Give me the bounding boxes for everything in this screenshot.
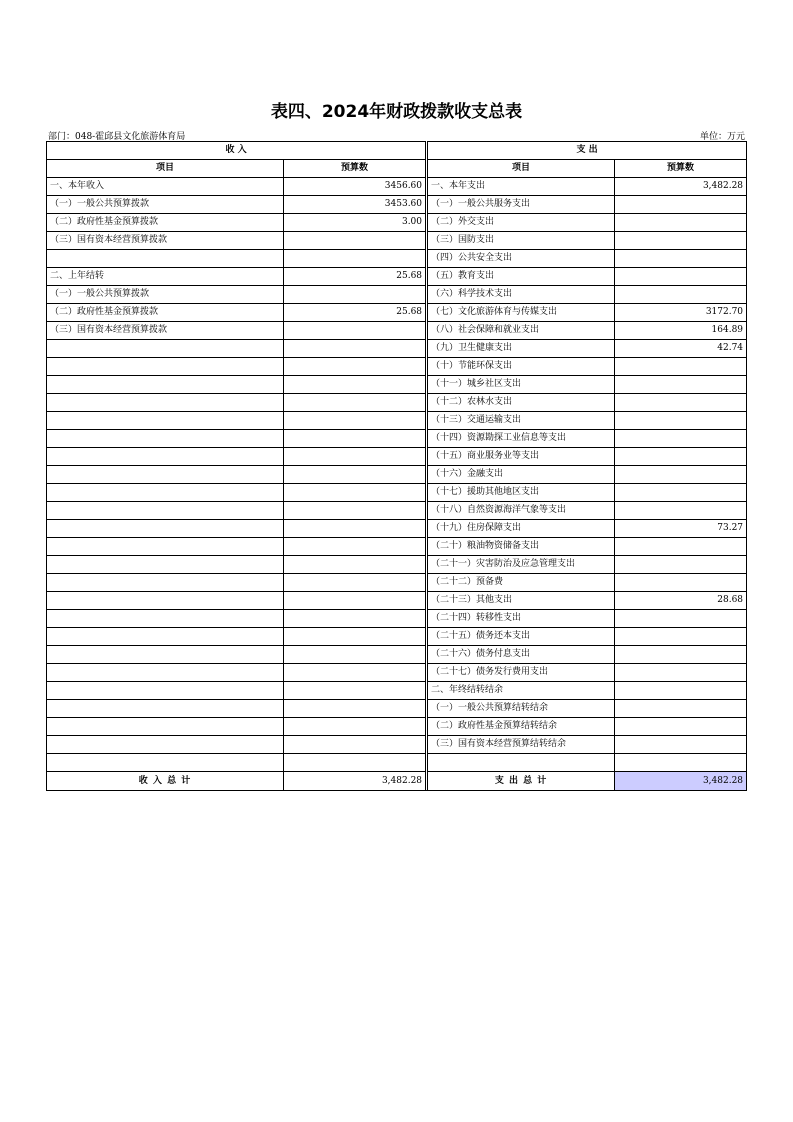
expense-value-cell [615, 664, 747, 682]
expense-value-cell [615, 412, 747, 430]
income-value-cell: 25.68 [284, 304, 426, 322]
column-header-row [47, 160, 747, 178]
income-budget-header: 预算数 [284, 160, 426, 178]
income-value-cell [284, 592, 426, 610]
expense-item-cell: （五）教育支出 [428, 268, 615, 286]
income-item-cell: 一、本年收入 [47, 178, 284, 196]
expense-value-cell: 164.89 [615, 322, 747, 340]
income-value-cell [284, 376, 426, 394]
group-header-row [47, 142, 747, 160]
expense-value-cell [615, 556, 747, 574]
income-item-cell: （一）一般公共预算拨款 [47, 286, 284, 304]
expense-item-cell: 二、年终结转结余 [428, 682, 615, 700]
expense-item-cell: （十八）自然资源海洋气象等支出 [428, 502, 615, 520]
expense-value-cell [615, 682, 747, 700]
expense-item-cell: （九）卫生健康支出 [428, 340, 615, 358]
income-value-cell [284, 394, 426, 412]
expense-value-cell [615, 250, 747, 268]
expense-item-cell: （二十二）预备费 [428, 574, 615, 592]
table-row [47, 700, 747, 718]
income-value-cell [284, 718, 426, 736]
expense-item-cell: （十六）金融支出 [428, 466, 615, 484]
income-value-cell [284, 322, 426, 340]
table-row [47, 664, 747, 682]
income-value-cell [284, 556, 426, 574]
table-row [47, 502, 747, 520]
income-value-cell [284, 574, 426, 592]
expense-item-cell: （二十）粮油物资储备支出 [428, 538, 615, 556]
table-row [47, 430, 747, 448]
table-row [47, 340, 747, 358]
income-item-cell [47, 520, 284, 538]
table-row [47, 322, 747, 340]
table-row [47, 484, 747, 502]
income-item-cell [47, 412, 284, 430]
expense-item-cell: （二十一）灾害防治及应急管理支出 [428, 556, 615, 574]
table-row [47, 682, 747, 700]
income-item-header: 项目 [47, 160, 284, 178]
income-total-value: 3,482.28 [284, 772, 426, 791]
expense-item-cell: （二）政府性基金预算结转结余 [428, 718, 615, 736]
income-value-cell [284, 286, 426, 304]
income-value-cell [284, 232, 426, 250]
expense-value-cell [615, 376, 747, 394]
income-value-cell [284, 664, 426, 682]
table-row [47, 646, 747, 664]
expense-item-cell: （三）国防支出 [428, 232, 615, 250]
table-row [47, 538, 747, 556]
expense-item-cell: （七）文化旅游体育与传媒支出 [428, 304, 615, 322]
expense-value-cell [615, 700, 747, 718]
income-item-cell [47, 628, 284, 646]
expense-item-cell [428, 754, 615, 772]
expense-budget-header: 预算数 [615, 160, 747, 178]
income-item-cell: （三）国有资本经营预算拨款 [47, 322, 284, 340]
income-item-cell [47, 574, 284, 592]
table-row [47, 358, 747, 376]
table-row [47, 628, 747, 646]
income-item-cell [47, 394, 284, 412]
income-value-cell [284, 358, 426, 376]
income-value-cell: 3453.60 [284, 196, 426, 214]
income-item-cell: （二）政府性基金预算拨款 [47, 214, 284, 232]
table-row [47, 556, 747, 574]
expense-value-cell [615, 214, 747, 232]
expense-item-cell: （十七）援助其他地区支出 [428, 484, 615, 502]
income-item-cell [47, 430, 284, 448]
expense-value-cell [615, 628, 747, 646]
table-row [47, 412, 747, 430]
table-row [47, 610, 747, 628]
expense-value-cell [615, 358, 747, 376]
expense-group-header: 支 出 [428, 142, 747, 160]
expense-value-cell [615, 718, 747, 736]
expense-item-cell: （十）节能环保支出 [428, 358, 615, 376]
table-row [47, 286, 747, 304]
income-item-cell [47, 502, 284, 520]
expense-value-cell [615, 538, 747, 556]
income-item-cell [47, 664, 284, 682]
expense-total-label: 支 出 总 计 [428, 772, 615, 791]
expense-value-cell: 3172.70 [615, 304, 747, 322]
expense-value-cell: 28.68 [615, 592, 747, 610]
expense-value-cell: 42.74 [615, 340, 747, 358]
income-value-cell [284, 520, 426, 538]
expense-value-cell [615, 646, 747, 664]
income-item-cell: 二、上年结转 [47, 268, 284, 286]
income-item-cell [47, 448, 284, 466]
table-row [47, 574, 747, 592]
budget-summary-table [46, 141, 747, 791]
table-row [47, 592, 747, 610]
income-item-cell: （一）一般公共预算拨款 [47, 196, 284, 214]
expense-value-cell [615, 484, 747, 502]
income-item-cell [47, 700, 284, 718]
table-row [47, 196, 747, 214]
expense-item-cell: （一）一般公共预算结转结余 [428, 700, 615, 718]
table-row [47, 376, 747, 394]
table-row [47, 520, 747, 538]
income-item-cell [47, 592, 284, 610]
income-value-cell [284, 250, 426, 268]
expense-item-header: 项目 [428, 160, 615, 178]
expense-item-cell: （十三）交通运输支出 [428, 412, 615, 430]
income-value-cell [284, 682, 426, 700]
income-value-cell [284, 538, 426, 556]
table-row [47, 214, 747, 232]
income-item-cell [47, 736, 284, 754]
income-item-cell [47, 340, 284, 358]
expense-item-cell: （三）国有资本经营预算结转结余 [428, 736, 615, 754]
expense-item-cell: （八）社会保障和就业支出 [428, 322, 615, 340]
expense-item-cell: （四）公共安全支出 [428, 250, 615, 268]
table-row [47, 466, 747, 484]
income-item-cell [47, 610, 284, 628]
expense-value-cell [615, 466, 747, 484]
expense-value-cell [615, 430, 747, 448]
expense-item-cell: （十四）资源勘探工业信息等支出 [428, 430, 615, 448]
expense-value-cell [615, 574, 747, 592]
table-row [47, 754, 747, 772]
expense-value-cell [615, 502, 747, 520]
page-title: 表四、2024年财政拨款收支总表 [270, 102, 523, 122]
expense-value-cell [615, 736, 747, 754]
totals-row [47, 772, 747, 791]
expense-item-cell: （十一）城乡社区支出 [428, 376, 615, 394]
income-value-cell [284, 340, 426, 358]
income-item-cell [47, 466, 284, 484]
table-row [47, 268, 747, 286]
expense-value-cell [615, 232, 747, 250]
expense-item-cell: （十九）住房保障支出 [428, 520, 615, 538]
income-value-cell [284, 448, 426, 466]
income-value-cell [284, 646, 426, 664]
income-value-cell [284, 610, 426, 628]
expense-value-cell [615, 394, 747, 412]
expense-value-cell [615, 754, 747, 772]
expense-item-cell: （十二）农林水支出 [428, 394, 615, 412]
income-value-cell [284, 754, 426, 772]
table-row [47, 250, 747, 268]
expense-value-cell [615, 196, 747, 214]
income-item-cell [47, 358, 284, 376]
income-group-header: 收 入 [47, 142, 426, 160]
income-item-cell [47, 538, 284, 556]
expense-item-cell: （二十五）债务还本支出 [428, 628, 615, 646]
expense-item-cell: （二十四）转移性支出 [428, 610, 615, 628]
expense-item-cell: （二十七）债务发行费用支出 [428, 664, 615, 682]
income-item-cell [47, 718, 284, 736]
income-item-cell [47, 646, 284, 664]
expense-value-cell: 73.27 [615, 520, 747, 538]
table-row [47, 304, 747, 322]
expense-item-cell: （二十三）其他支出 [428, 592, 615, 610]
table-row [47, 394, 747, 412]
income-item-cell [47, 556, 284, 574]
income-value-cell [284, 736, 426, 754]
income-value-cell: 25.68 [284, 268, 426, 286]
income-total-label: 收 入 总 计 [47, 772, 284, 791]
income-value-cell: 3.00 [284, 214, 426, 232]
unit-label: 单位：万元 [699, 132, 745, 142]
expense-total-value: 3,482.28 [615, 772, 747, 791]
expense-item-cell: （二）外交支出 [428, 214, 615, 232]
table-row [47, 232, 747, 250]
income-item-cell: （三）国有资本经营预算拨款 [47, 232, 284, 250]
income-item-cell: （二）政府性基金预算拨款 [47, 304, 284, 322]
income-value-cell [284, 628, 426, 646]
income-value-cell [284, 466, 426, 484]
income-item-cell [47, 754, 284, 772]
income-item-cell [47, 250, 284, 268]
expense-value-cell [615, 610, 747, 628]
income-item-cell [47, 682, 284, 700]
expense-item-cell: （十五）商业服务业等支出 [428, 448, 615, 466]
table-row [47, 178, 747, 196]
expense-value-cell [615, 268, 747, 286]
expense-item-cell: 一、本年支出 [428, 178, 615, 196]
income-item-cell [47, 484, 284, 502]
expense-item-cell: （二十六）债务付息支出 [428, 646, 615, 664]
table-row [47, 736, 747, 754]
income-value-cell [284, 412, 426, 430]
table-row [47, 448, 747, 466]
income-value-cell [284, 430, 426, 448]
expense-value-cell [615, 286, 747, 304]
expense-value-cell [615, 448, 747, 466]
income-item-cell [47, 376, 284, 394]
income-value-cell [284, 484, 426, 502]
income-value-cell: 3456.60 [284, 178, 426, 196]
department-label: 部门：048-霍邱县文化旅游体育局 [48, 132, 186, 142]
expense-item-cell: （六）科学技术支出 [428, 286, 615, 304]
income-value-cell [284, 700, 426, 718]
expense-item-cell: （一）一般公共服务支出 [428, 196, 615, 214]
table-row [47, 718, 747, 736]
expense-value-cell: 3,482.28 [615, 178, 747, 196]
income-value-cell [284, 502, 426, 520]
